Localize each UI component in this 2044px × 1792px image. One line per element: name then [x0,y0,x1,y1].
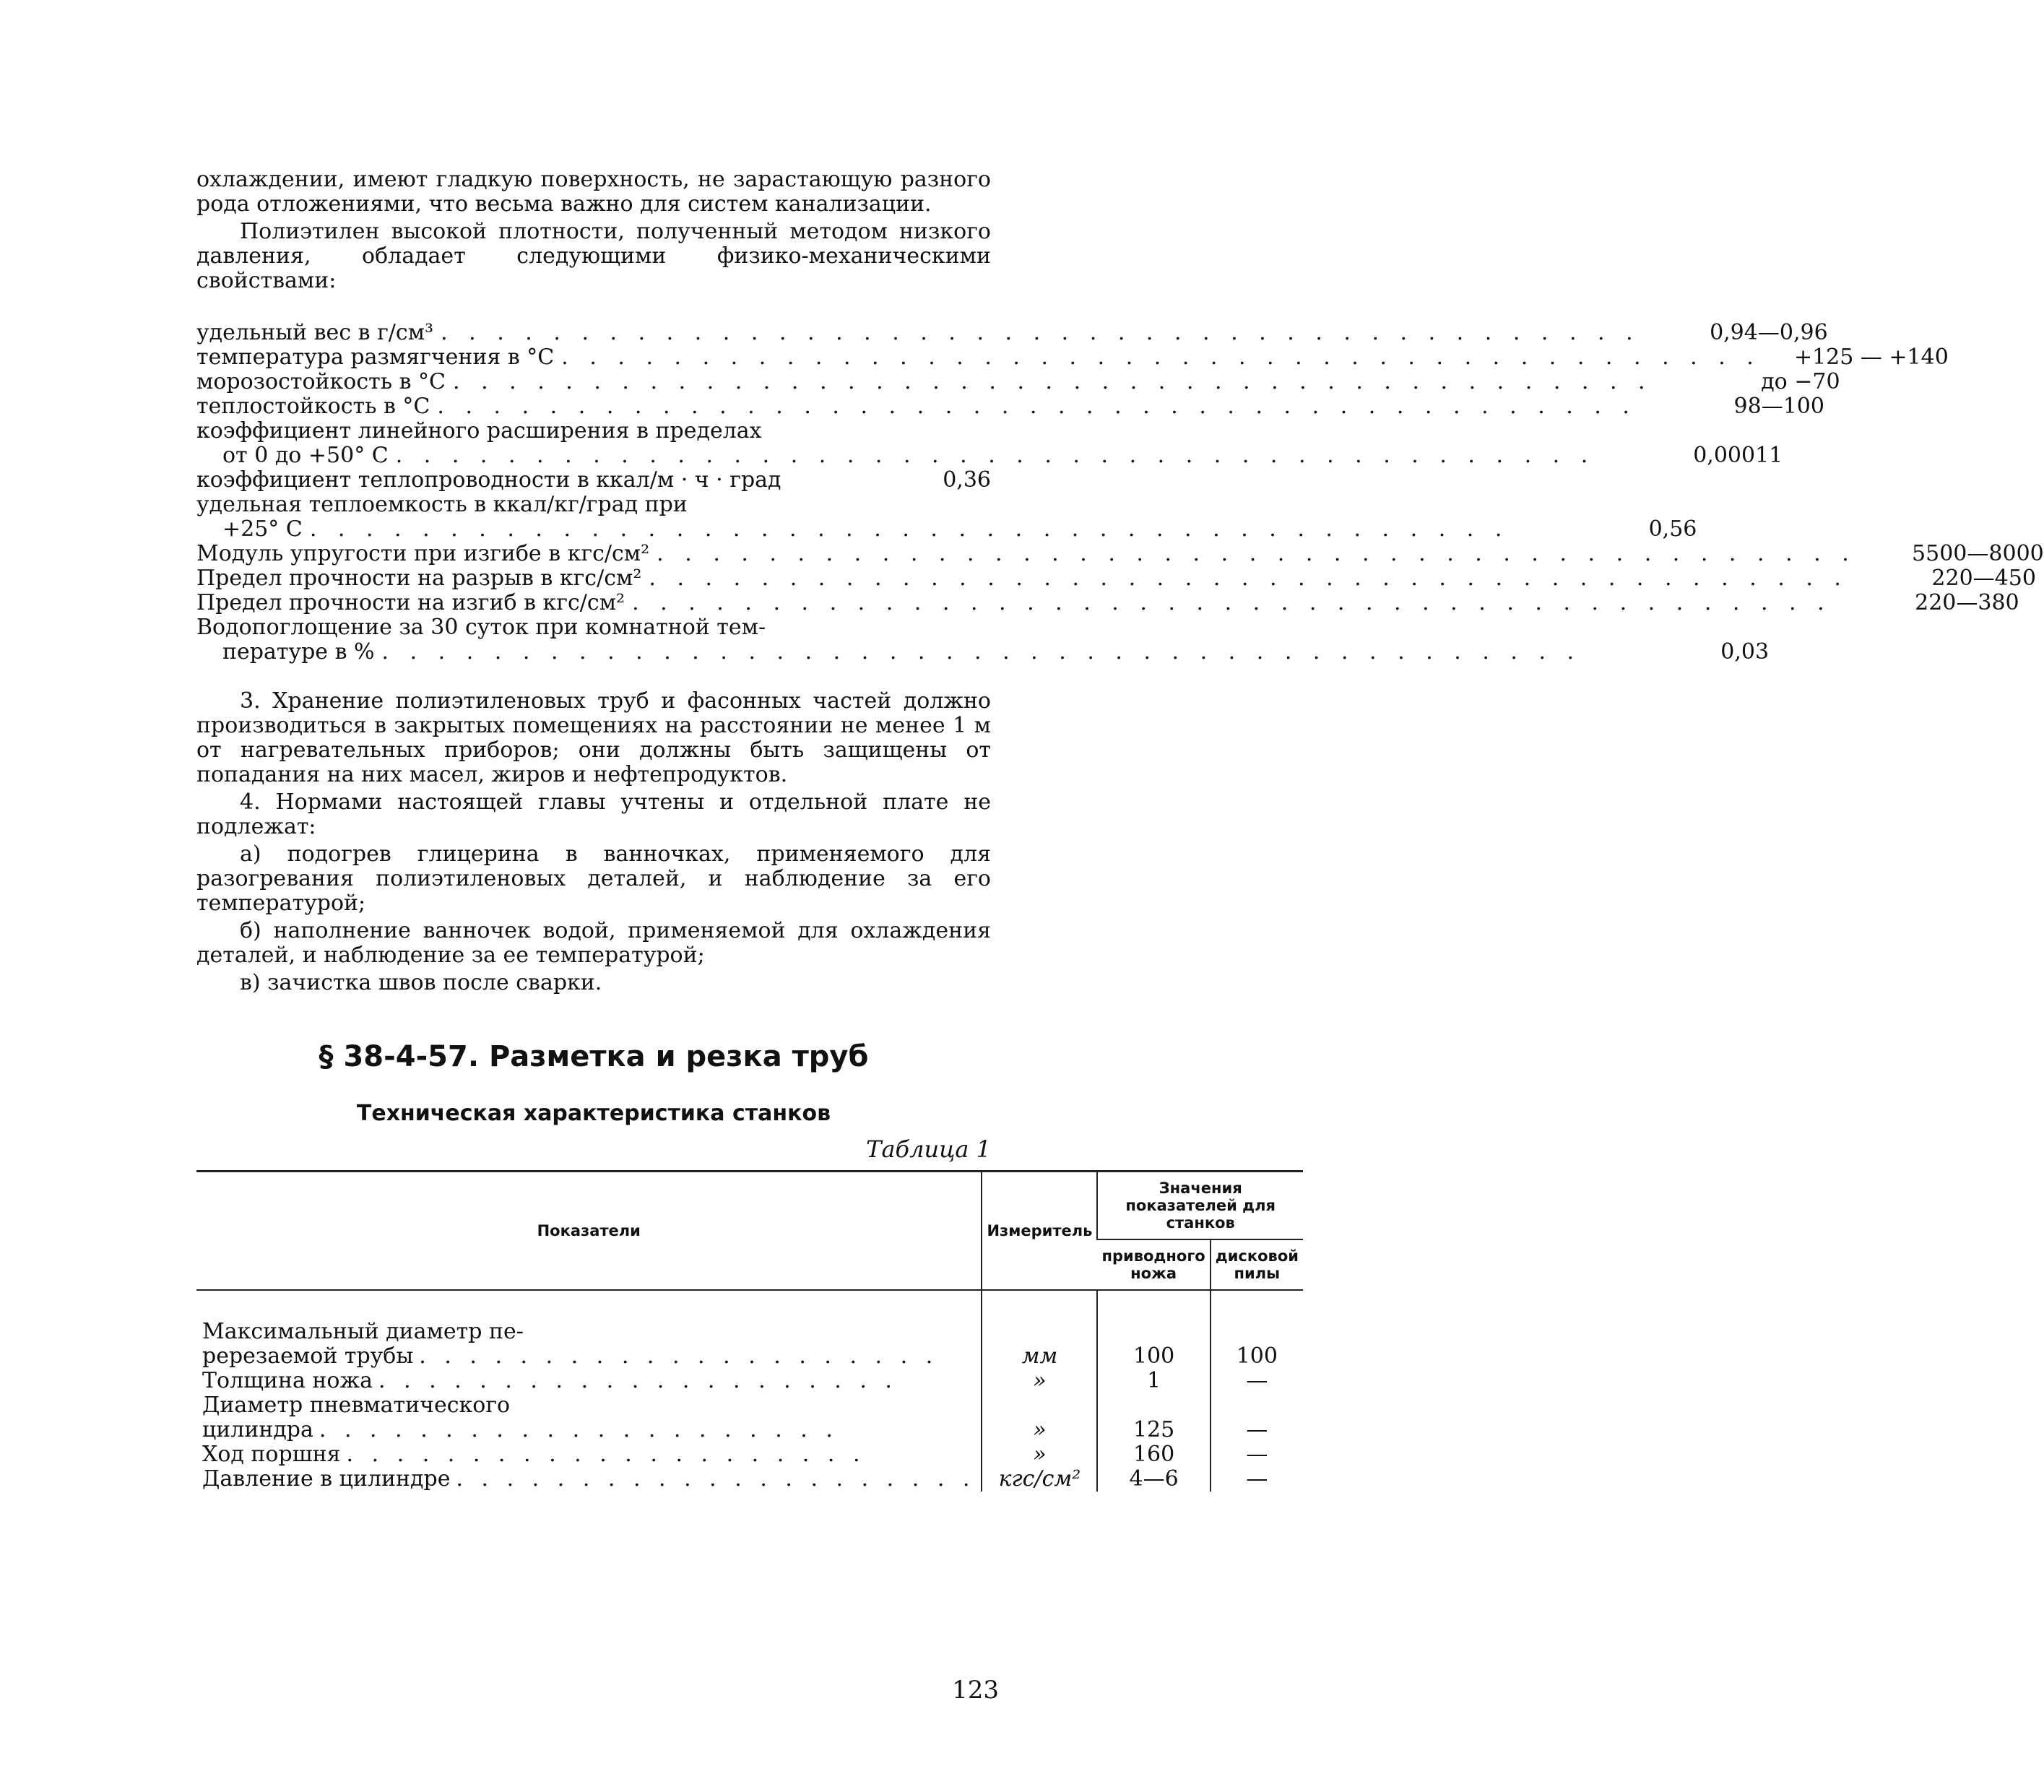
table-row [196,1393,1303,1442]
paragraph-a: а) подогрев глицерина в ванночках, применяемого для разогревания полиэтиленовых деталей, и наблюдение за его температурой; [196,841,991,916]
property-row [196,516,1697,542]
header-indicators: Показатели [196,1172,982,1291]
row-name: цилиндра [202,1417,313,1442]
section-heading: § 38-4-57. Разметка и резка труб [319,1040,869,1073]
header-knife: приводного ножа [1097,1239,1210,1290]
header-unit: Измеритель [982,1172,1097,1291]
row-knife-value: 125 [1097,1393,1210,1442]
property-row [196,443,1783,468]
property-row [196,541,2044,566]
property-value: +125 — +140 [1793,345,1949,370]
property-value: 0,94—0,96 [1710,320,1828,345]
row-name-first-line: Максимальный диаметр пе- [202,1319,524,1344]
row-saw-value: — [1211,1467,1303,1492]
paragraph-3: 3. Хранение полиэтиленовых труб и фасонных частей должно производиться в закрытых помещениях на расстоянии не менее 1 м от нагревательных приборов; они должны быть защищены от попадания на них масел, жиров и нефтепродуктов. [196,688,991,787]
property-label: коэффициент теплопроводности в ккал/м · ч · град [196,467,781,493]
property-label: морозостойкость в °С [196,369,446,394]
row-saw-value: 100 [1211,1290,1303,1369]
property-row [196,345,1949,370]
row-saw-value: — [1211,1442,1303,1467]
property-value: 220—380 [1915,590,2019,615]
property-label: удельный вес в г/см³ [196,320,434,345]
property-value: 0,56 [1648,516,1697,542]
property-label: пературе в % [222,639,375,665]
header-saw: дисковой пилы [1211,1239,1303,1290]
paragraph-b: б) наполнение ванночек водой, применяемой для охлаждения деталей, и наблюдение за ее температурой; [196,918,991,968]
property-label-first-line: Водопоглощение за 30 суток при комнатной тем- [196,615,766,640]
row-name: ререзаемой трубы [202,1343,414,1369]
row-unit: кгс/см² [982,1467,1097,1492]
table-number-label: Таблица 1 [866,1135,991,1163]
row-saw-value: — [1211,1393,1303,1442]
storage-section [196,689,991,995]
row-knife-value: 4—6 [1097,1467,1210,1492]
property-value: 5500—8000 [1912,541,2044,566]
row-knife-value: 160 [1097,1442,1210,1467]
row-saw-value: — [1211,1369,1303,1393]
header-values-group: Значения показателей для станков [1097,1172,1303,1240]
table-row [196,1442,1303,1467]
property-label: Предел прочности на изгиб в кгс/см² [196,590,625,615]
property-row [196,369,1840,394]
property-value: 0,00011 [1693,443,1783,468]
row-unit: » [982,1369,1097,1393]
property-label-first-line: коэффициент линейного расширения в пределах [196,418,762,443]
table-row [196,1290,1303,1369]
property-label: теплостойкость в °С [196,394,430,419]
row-name: Ход поршня [202,1442,341,1467]
row-name-first-line: Диаметр пневматического [202,1393,511,1418]
row-name: Давление в цилиндре [202,1466,451,1492]
property-row [196,590,2019,615]
property-value: 0,36 [943,467,991,493]
row-unit: » [982,1393,1097,1442]
property-label: от 0 до +50° С [222,443,389,468]
row-unit: мм [982,1290,1097,1369]
property-label: Предел прочности на разрыв в кгс/см² [196,566,642,591]
intro-paragraph-1: охлаждении, имеют гладкую поверхность, не зарастающую разного рода отложениями, что весьма важно для систем канализации. [196,167,991,217]
property-row [196,394,1824,419]
property-label: температура размягчения в °С [196,345,555,370]
table-row [196,1467,1303,1492]
property-value: 0,03 [1720,639,1770,665]
paragraph-c: в) зачистка швов после сварки. [240,970,602,995]
intro-paragraph-2: Полиэтилен высокой плотности, полученный методом низкого давления, обладает следующими физико-механическими свойствами: [196,219,991,293]
property-label: +25° С [222,516,303,542]
row-knife-value: 1 [1097,1369,1210,1393]
property-label: Модуль упругости при изгибе в кгс/см² [196,541,650,566]
property-row [196,639,1770,665]
row-knife-value: 100 [1097,1290,1210,1369]
row-name: Толщина ножа [202,1368,373,1393]
document-page [196,167,2044,1492]
page-number: 123 [952,1676,999,1705]
property-row [196,468,991,493]
table-title: Техническая характеристика станков [356,1101,831,1126]
table-row [196,1369,1303,1393]
property-value: 220—450 [1931,566,2036,591]
paragraph-4: 4. Нормами настоящей главы учтены и отдельной плате не подлежат: [196,789,991,839]
property-value: до −70 [1761,369,1840,394]
properties-list [196,320,2044,665]
property-row [196,566,2036,591]
property-value: 98—100 [1733,394,1824,419]
row-unit: » [982,1442,1097,1467]
property-label-first-line: удельная теплоемкость в ккал/кг/град при [196,492,688,517]
machines-table [196,1170,1303,1492]
property-row [196,320,1828,345]
